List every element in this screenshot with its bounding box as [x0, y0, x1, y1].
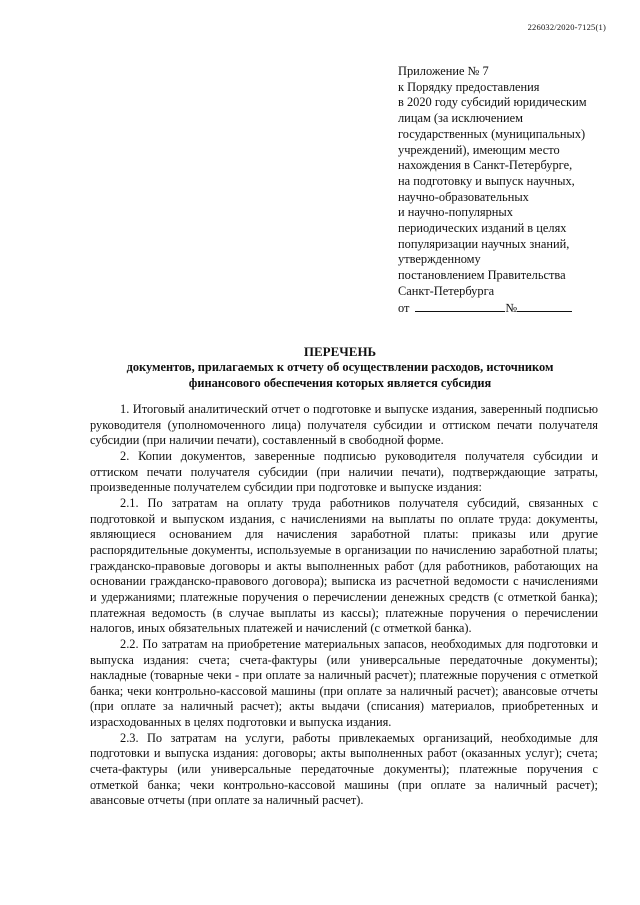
number-blank-line: [517, 300, 572, 312]
document-body: [90, 402, 598, 809]
appendix-line: Санкт-Петербурга: [398, 283, 495, 298]
appendix-line: популяризации научных знаний,: [398, 236, 570, 251]
appendix-line: периодических изданий в целях: [398, 221, 567, 236]
document-title-block: [90, 344, 590, 391]
number-label: №: [505, 300, 518, 315]
appendix-line: постановлением Правительства: [398, 268, 566, 283]
paragraph-2-2: 2.2. По затратам на приобретение материальных запасов, необходимых для подготовки и выпуска издания: счета; счета-фактуры (или универсальные передаточные документы); накладные (товарные чеки - при оплате за наличный расчет); платежные поручения с отметкой банка; чеки контрольно-кассовой машины (при оплате за наличный расчет); авансовые отчеты (при оплате за наличный расчет); акты выдачи (списания) материалов, приобретенных и израсходованных в целях подготовки и выпуска издания.: [90, 636, 598, 730]
appendix-line: на подготовку и выпуск научных,: [398, 173, 575, 188]
document-title: ПЕРЕЧЕНЬ: [303, 344, 377, 359]
appendix-line: Приложение № 7: [398, 64, 489, 78]
appendix-line: государственных (муниципальных): [398, 126, 586, 141]
from-label: от: [398, 300, 410, 315]
appendix-line: нахождения в Санкт-Петербурге,: [398, 158, 573, 173]
paragraph-1: 1. Итоговый аналитический отчет о подготовке и выпуске издания, заверенный подписью руководителя (уполномоченного лица) получателя субсидии и оттиском печати получателя субсидии (при наличии печати), составленный в свободной форме.: [90, 402, 598, 448]
appendix-line: и научно-популярных: [398, 205, 513, 220]
appendix-header: [398, 64, 618, 316]
paragraph-2: 2. Копии документов, заверенные подписью руководителя получателя субсидии и оттиском печати получателя субсидии (при наличии печати), подтверждающие затраты, произведенные получателем субсидии при подготовке и выпуске издания:: [90, 448, 598, 495]
appendix-line: научно-образовательных: [398, 189, 529, 204]
document-subtitle: документов, прилагаемых к отчету об осуществлении расходов, источником финансового обеспечения которых является субсидия: [126, 360, 554, 390]
appendix-line: учреждений), имеющим место: [398, 142, 560, 157]
appendix-line: к Порядку предоставления: [398, 79, 540, 94]
appendix-line: в 2020 году субсидий юридическим: [398, 95, 587, 110]
appendix-line: лицам (за исключением: [398, 111, 523, 126]
date-number-row: [398, 300, 618, 317]
date-blank-line: [415, 300, 505, 312]
paragraph-2-3: 2.3. По затратам на услуги, работы привлекаемых организаций, необходимые для подготовки и выпуска издания: договоры; акты выполненных работ (оказанных услуг); счета; счета-фактуры (или универсальные передаточные документы); платежные поручения с отметкой банка; чеки контрольно-кассовой машины (при оплате за наличный расчет); авансовые отчеты (при оплате за наличный расчет).: [90, 730, 598, 808]
paragraph-2-1: 2.1. По затратам на оплату труда работников получателя субсидий, связанных с подготовкой и выпуском издания, с начислениями на выплаты по оплате труда: документы, являющиеся основанием для начисления заработной платы: приказы или другие распорядительные документы, используемые в организации по начислению заработной платы; гражданско-правовые договоры и акты выполненных работ (для работников, работающих на основании гражданско-правового договора); выписка из расчетной ведомости с начислениями и удержаниями; платежные поручения о перечислении денежных средств (с отметкой банка); платежная ведомость (в случае выплаты из кассы); платежные поручения о перечислении налогов, иных обязательных платежей и начислений (с отметкой банка).: [90, 495, 598, 636]
appendix-line: утвержденному: [398, 252, 481, 267]
document-registration-code: 226032/2020-7125(1): [527, 22, 606, 32]
